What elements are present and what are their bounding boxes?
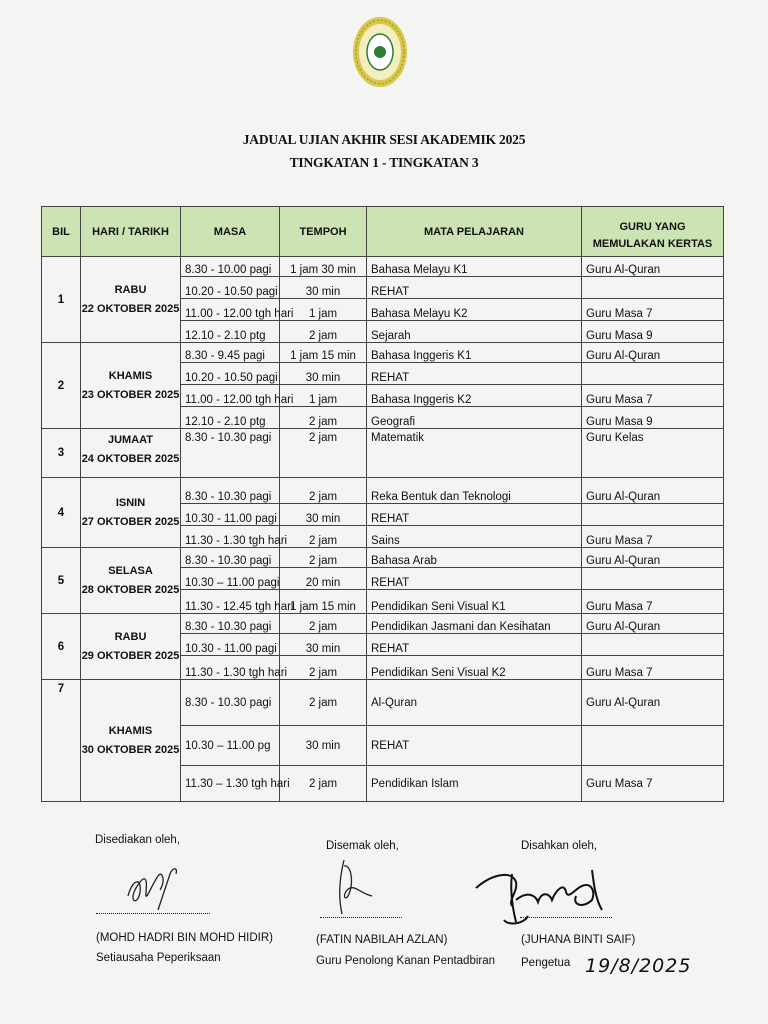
cell-masa: 11.30 - 1.30 tgh hari xyxy=(181,526,280,548)
cell-masa: 8.30 - 10.30 pagi xyxy=(181,429,280,478)
cell-mata-pelajaran: Pendidikan Islam xyxy=(367,766,582,802)
cell-guru xyxy=(582,726,724,766)
day-name: RABU xyxy=(114,283,147,296)
cell-bil: 1 xyxy=(42,257,81,343)
exam-schedule-table xyxy=(41,206,724,802)
cell-guru: Guru Al-Quran xyxy=(582,478,724,504)
cell-tempoh: 2 jam xyxy=(280,766,367,802)
day-date: 23 OKTOBER 2025 xyxy=(81,388,180,401)
table-row xyxy=(42,257,724,277)
cell-masa: 12.10 - 2.10 ptg xyxy=(181,321,280,343)
cell-tempoh: 2 jam xyxy=(280,656,367,680)
cell-tempoh: 1 jam 15 min xyxy=(280,590,367,614)
cell-tempoh: 2 jam xyxy=(280,321,367,343)
cell-masa: 8.30 - 10.30 pagi xyxy=(181,548,280,568)
day-date: 30 OKTOBER 2025 xyxy=(81,743,180,756)
cell-mata-pelajaran: Pendidikan Jasmani dan Kesihatan xyxy=(367,614,582,634)
cell-mata-pelajaran: REHAT xyxy=(367,363,582,385)
cell-guru: Guru Al-Quran xyxy=(582,614,724,634)
cell-masa: 10.30 - 11.00 pagi xyxy=(181,634,280,656)
table-row xyxy=(42,614,724,634)
cell-guru: Guru Masa 7 xyxy=(582,590,724,614)
cell-tempoh: 1 jam 30 min xyxy=(280,257,367,277)
signature-role-3: Pengetua xyxy=(521,957,571,969)
cell-mata-pelajaran: Pendidikan Seni Visual K2 xyxy=(367,656,582,680)
cell-masa: 11.30 - 1.30 tgh hari xyxy=(181,656,280,680)
signature-role-2: Guru Penolong Kanan Pentadbiran xyxy=(316,955,496,967)
cell-tempoh: 2 jam xyxy=(280,548,367,568)
cell-guru: Guru Masa 9 xyxy=(582,407,724,429)
cell-mata-pelajaran: Bahasa Inggeris K1 xyxy=(367,343,582,363)
cell-bil: 3 xyxy=(42,429,81,478)
cell-hari-tarikh xyxy=(81,680,181,802)
cell-tempoh: 2 jam xyxy=(280,407,367,429)
cell-guru xyxy=(582,568,724,590)
col-header-guru-line2: MEMULAKAN KERTAS xyxy=(592,238,713,250)
cell-tempoh: 30 min xyxy=(280,277,367,299)
page-title: JADUAL UJIAN AKHIR SESI AKADEMIK 2025 xyxy=(242,132,526,147)
cell-guru xyxy=(582,634,724,656)
cell-masa: 12.10 - 2.10 ptg xyxy=(181,407,280,429)
cell-guru xyxy=(582,277,724,299)
cell-mata-pelajaran: Sejarah xyxy=(367,321,582,343)
day-date: 28 OKTOBER 2025 xyxy=(81,583,180,596)
cell-masa: 10.30 – 11.00 pagi xyxy=(181,568,280,590)
cell-tempoh: 30 min xyxy=(280,726,367,766)
day-date: 22 OKTOBER 2025 xyxy=(81,302,180,315)
cell-masa: 10.30 - 11.00 pagi xyxy=(181,504,280,526)
handwritten-date: 19/8/2025 xyxy=(585,955,692,977)
cell-tempoh: 2 jam xyxy=(280,680,367,726)
cell-guru: Guru Al-Quran xyxy=(582,343,724,363)
cell-guru xyxy=(582,504,724,526)
cell-masa: 8.30 - 10.30 pagi xyxy=(181,478,280,504)
school-crest-icon xyxy=(352,16,408,88)
signature-line-2 xyxy=(320,917,402,918)
table-header-row xyxy=(42,207,724,257)
cell-masa: 11.00 - 12.00 tgh hari xyxy=(181,299,280,321)
table-row xyxy=(42,680,724,726)
day-date: 24 OKTOBER 2025 xyxy=(81,453,180,465)
cell-mata-pelajaran: Bahasa Melayu K2 xyxy=(367,299,582,321)
cell-masa: 10.30 – 11.00 pg xyxy=(181,726,280,766)
cell-hari-tarikh xyxy=(81,257,181,343)
day-name: JUMAAT xyxy=(107,434,153,446)
signature-role-1: Setiausaha Peperiksaan xyxy=(96,952,221,964)
cell-tempoh: 30 min xyxy=(280,504,367,526)
cell-masa: 10.20 - 10.50 pagi xyxy=(181,363,280,385)
cell-guru: Guru Al-Quran xyxy=(582,548,724,568)
signature-line-1 xyxy=(96,913,210,914)
signature-caption-3: Disahkan oleh, xyxy=(521,840,598,852)
day-date: 27 OKTOBER 2025 xyxy=(81,515,180,528)
cell-hari-tarikh xyxy=(81,548,181,614)
cell-masa: 11.30 – 1.30 tgh hari xyxy=(181,766,280,802)
cell-mata-pelajaran: Pendidikan Seni Visual K1 xyxy=(367,590,582,614)
table-row xyxy=(42,429,724,478)
cell-mata-pelajaran: REHAT xyxy=(367,726,582,766)
col-header-bil: BIL xyxy=(42,207,81,257)
cell-guru: Guru Masa 7 xyxy=(582,656,724,680)
cell-bil: 6 xyxy=(42,614,81,680)
page-subtitle: TINGKATAN 1 - TINGKATAN 3 xyxy=(289,155,479,170)
col-header-mata: MATA PELAJARAN xyxy=(367,207,582,257)
cell-tempoh: 1 jam xyxy=(280,385,367,407)
cell-guru: Guru Masa 7 xyxy=(582,766,724,802)
signature-line-3 xyxy=(520,917,612,918)
cell-mata-pelajaran: REHAT xyxy=(367,568,582,590)
col-header-hari: HARI / TARIKH xyxy=(81,207,181,257)
signature-mark-2 xyxy=(328,856,378,918)
col-header-tempoh: TEMPOH xyxy=(280,207,367,257)
cell-bil: 5 xyxy=(42,548,81,614)
cell-bil: 2 xyxy=(42,343,81,429)
cell-masa: 8.30 - 10.00 pagi xyxy=(181,257,280,277)
day-name: KHAMIS xyxy=(108,724,153,737)
cell-tempoh: 1 jam 15 min xyxy=(280,343,367,363)
cell-tempoh: 2 jam xyxy=(280,526,367,548)
table-row xyxy=(42,343,724,363)
cell-hari-tarikh xyxy=(81,343,181,429)
cell-masa: 11.30 - 12.45 tgh hari xyxy=(181,590,280,614)
cell-tempoh: 2 jam xyxy=(280,614,367,634)
col-header-guru-line1: GURU YANG xyxy=(619,221,686,233)
cell-hari-tarikh xyxy=(81,429,181,478)
day-name: ISNIN xyxy=(115,496,146,509)
cell-tempoh: 2 jam xyxy=(280,429,367,478)
signature-caption-2: Disemak oleh, xyxy=(326,840,399,852)
signature-mark-1 xyxy=(118,858,188,918)
cell-mata-pelajaran: Al-Quran xyxy=(367,680,582,726)
col-header-guru xyxy=(582,207,724,257)
cell-mata-pelajaran: Sains xyxy=(367,526,582,548)
cell-guru: Guru Kelas xyxy=(582,429,724,478)
signature-name-1: (MOHD HADRI BIN MOHD HIDIR) xyxy=(96,932,273,944)
cell-tempoh: 20 min xyxy=(280,568,367,590)
cell-masa: 8.30 - 9.45 pagi xyxy=(181,343,280,363)
cell-mata-pelajaran: REHAT xyxy=(367,277,582,299)
day-name: SELASA xyxy=(108,564,153,577)
day-name: RABU xyxy=(114,630,147,643)
cell-mata-pelajaran: Geografi xyxy=(367,407,582,429)
cell-masa: 11.00 - 12.00 tgh hari xyxy=(181,385,280,407)
cell-guru: Guru Masa 7 xyxy=(582,385,724,407)
cell-masa: 10.20 - 10.50 pagi xyxy=(181,277,280,299)
cell-bil: 4 xyxy=(42,478,81,548)
cell-guru xyxy=(582,363,724,385)
signature-name-2: (FATIN NABILAH AZLAN) xyxy=(316,934,448,946)
cell-mata-pelajaran: Bahasa Melayu K1 xyxy=(367,257,582,277)
day-date: 29 OKTOBER 2025 xyxy=(81,649,180,662)
cell-guru: Guru Al-Quran xyxy=(582,257,724,277)
cell-mata-pelajaran: REHAT xyxy=(367,634,582,656)
signature-name-3: (JUHANA BINTI SAIF) xyxy=(521,934,636,946)
cell-mata-pelajaran: Bahasa Arab xyxy=(367,548,582,568)
col-header-masa: MASA xyxy=(181,207,280,257)
cell-tempoh: 30 min xyxy=(280,363,367,385)
signature-mark-3 xyxy=(472,860,622,930)
cell-hari-tarikh xyxy=(81,614,181,680)
table-row xyxy=(42,478,724,504)
day-name: KHAMIS xyxy=(108,369,153,382)
cell-tempoh: 30 min xyxy=(280,634,367,656)
cell-mata-pelajaran: REHAT xyxy=(367,504,582,526)
cell-mata-pelajaran: Matematik xyxy=(367,429,582,478)
cell-guru: Guru Al-Quran xyxy=(582,680,724,726)
cell-masa: 8.30 - 10.30 pagi xyxy=(181,680,280,726)
cell-bil: 7 xyxy=(42,680,81,802)
cell-mata-pelajaran: Bahasa Inggeris K2 xyxy=(367,385,582,407)
cell-guru: Guru Masa 9 xyxy=(582,321,724,343)
signature-caption-1: Disediakan oleh, xyxy=(95,834,181,846)
cell-guru: Guru Masa 7 xyxy=(582,526,724,548)
cell-guru: Guru Masa 7 xyxy=(582,299,724,321)
cell-masa: 8.30 - 10.30 pagi xyxy=(181,614,280,634)
cell-tempoh: 2 jam xyxy=(280,478,367,504)
cell-mata-pelajaran: Reka Bentuk dan Teknologi xyxy=(367,478,582,504)
cell-hari-tarikh xyxy=(81,478,181,548)
cell-tempoh: 1 jam xyxy=(280,299,367,321)
table-row xyxy=(42,548,724,568)
